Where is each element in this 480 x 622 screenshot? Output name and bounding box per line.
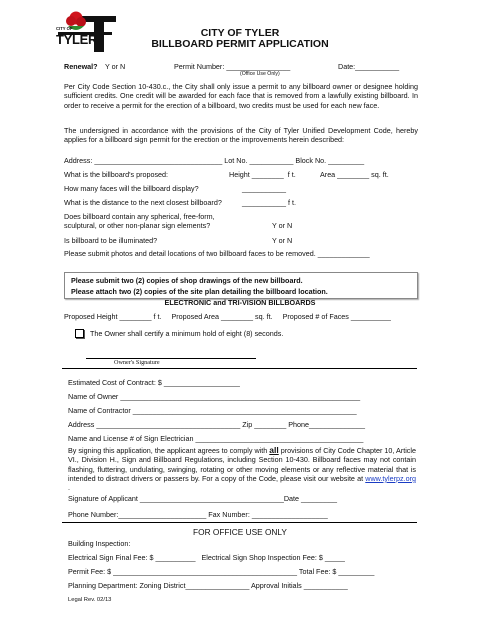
illuminated-question: Is billboard to be illuminated? — [64, 236, 158, 245]
date-field[interactable]: Date:___________ — [338, 62, 400, 71]
intro-paragraph: Per City Code Section 10-430.c., the City shall only issue a permit to any billboard owner or designee holding sufficient credits. One credit will be awarded for each face that is removed from a lawfully existing billboard. In order to receive a permit for the erection of a billboard, two credits must be used for each new face. — [64, 82, 418, 110]
renewal-yn[interactable]: Y or N — [105, 62, 126, 71]
height-field[interactable]: Height ________ f t. — [229, 170, 296, 179]
agreement-all-emphasis: all — [269, 445, 279, 455]
illuminated-yn[interactable]: Y or N — [272, 236, 293, 245]
owner-certify-text: The Owner shall certify a minimum hold of eight (8) seconds. — [90, 329, 284, 338]
distance-field[interactable]: ___________ f t. — [242, 198, 296, 207]
section-divider — [62, 368, 417, 369]
building-inspection-label: Building Inspection: — [68, 539, 131, 548]
logo-city-of-text: CITY OF — [56, 26, 73, 31]
planning-department-field[interactable]: Planning Department: Zoning District________________ Approval Initials ___________ — [68, 581, 348, 590]
logo-tyler-text: TYLER — [56, 32, 98, 47]
faces-question: How many faces will the billboard display? — [64, 184, 199, 193]
proposal-label: What is the billboard's proposed: — [64, 170, 169, 179]
spherical-yn[interactable]: Y or N — [272, 221, 293, 230]
agreement-text-post: provisions of City Code Chapter 10, Article VI., Division H., Sign and Billboard Regulations, including Section 10-430. Billboard faces may not contain flashing, fluttering, undulating, swinging, rotating or other moving elements or any reflective material that is intended to distract drivers or passers by. For a copy of the Code, please visit our website at — [68, 446, 417, 483]
electrician-field[interactable]: Name and License # of Sign Electrician __________________________________________ — [68, 434, 364, 443]
area-field[interactable]: Area ________ sq. ft. — [320, 170, 389, 179]
photos-field[interactable]: Please submit photos and detail locations of two billboard faces to be removed. _____________ — [64, 249, 370, 258]
permit-number-field[interactable]: Permit Number: ________________ — [174, 62, 291, 71]
agreement-text-pre: By signing this application, the applicant agrees to comply with — [68, 446, 270, 455]
website-link[interactable]: www.tylerpz.org — [365, 473, 416, 483]
owner-signature-line[interactable] — [86, 358, 256, 359]
agreement-text-end: . — [68, 483, 70, 493]
undersigned-paragraph: The undersigned in accordance with the provisions of the City of Tyler Unified Development Code, hereby applies for a billboard sign permit for the erection or the improvements herein described: — [64, 126, 418, 145]
spherical-question-line2: sculptural, or other non-planar sign elements? — [64, 221, 211, 230]
contractor-address-field[interactable]: Address ____________________________________ Zip ________ Phone______________ — [68, 420, 365, 429]
faces-field[interactable]: ___________ — [242, 184, 286, 193]
spherical-question-line1: Does billboard contain any spherical, free-form, — [64, 212, 215, 221]
electrical-fee-field[interactable]: Electrical Sign Final Fee: $ __________ Electrical Sign Shop Inspection Fee: $ _____ — [68, 553, 345, 562]
office-use-note: (Office Use Only) — [240, 71, 280, 77]
address-lot-block-field[interactable]: Address: ________________________________ Lot No. ___________ Block No. _________ — [64, 156, 365, 165]
contractor-name-field[interactable]: Name of Contractor ________________________________________________________ — [68, 406, 357, 415]
legal-revision: Legal Rev. 02/13 — [68, 597, 112, 603]
form-title: BILLBOARD PERMIT APPLICATION — [151, 38, 329, 50]
permit-fee-field[interactable]: Permit Fee: $ ______________________________________________ Total Fee: $ _________ — [68, 567, 375, 576]
office-divider — [62, 522, 417, 523]
owner-signature-label: Owner's Signature — [114, 359, 160, 366]
applicant-signature-field[interactable]: Signature of Applicant ____________________________________Date _________ — [68, 494, 337, 503]
distance-question: What is the distance to the next closest billboard? — [64, 198, 222, 207]
electronic-heading: ELECTRONIC and TRI-VISION BILLBOARDS — [164, 298, 316, 307]
phone-fax-field[interactable]: Phone Number:______________________ Fax Number: ___________________ — [68, 510, 328, 519]
renewal-label: Renewal? — [64, 62, 98, 71]
office-use-heading: FOR OFFICE USE ONLY — [193, 527, 287, 537]
shop-drawings-notice — [64, 272, 418, 299]
owner-certify-checkbox[interactable] — [75, 329, 84, 338]
notice-line-1: Please submit two (2) copies of shop drawings of the new billboard. — [71, 276, 303, 285]
notice-line-2: Please attach two (2) copies of the site plan detailing the billboard location. — [71, 287, 328, 296]
owner-name-field[interactable]: Name of Owner ____________________________________________________________ — [68, 392, 361, 401]
proposed-dimensions-field[interactable]: Proposed Height ________ f t. Proposed Area ________ sq. ft. Proposed # of Faces __________ — [64, 312, 391, 321]
estimated-cost-field[interactable]: Estimated Cost of Contract: $ ___________________ — [68, 378, 240, 387]
agreement-paragraph — [68, 446, 416, 492]
city-title: CITY OF TYLER — [200, 27, 280, 39]
